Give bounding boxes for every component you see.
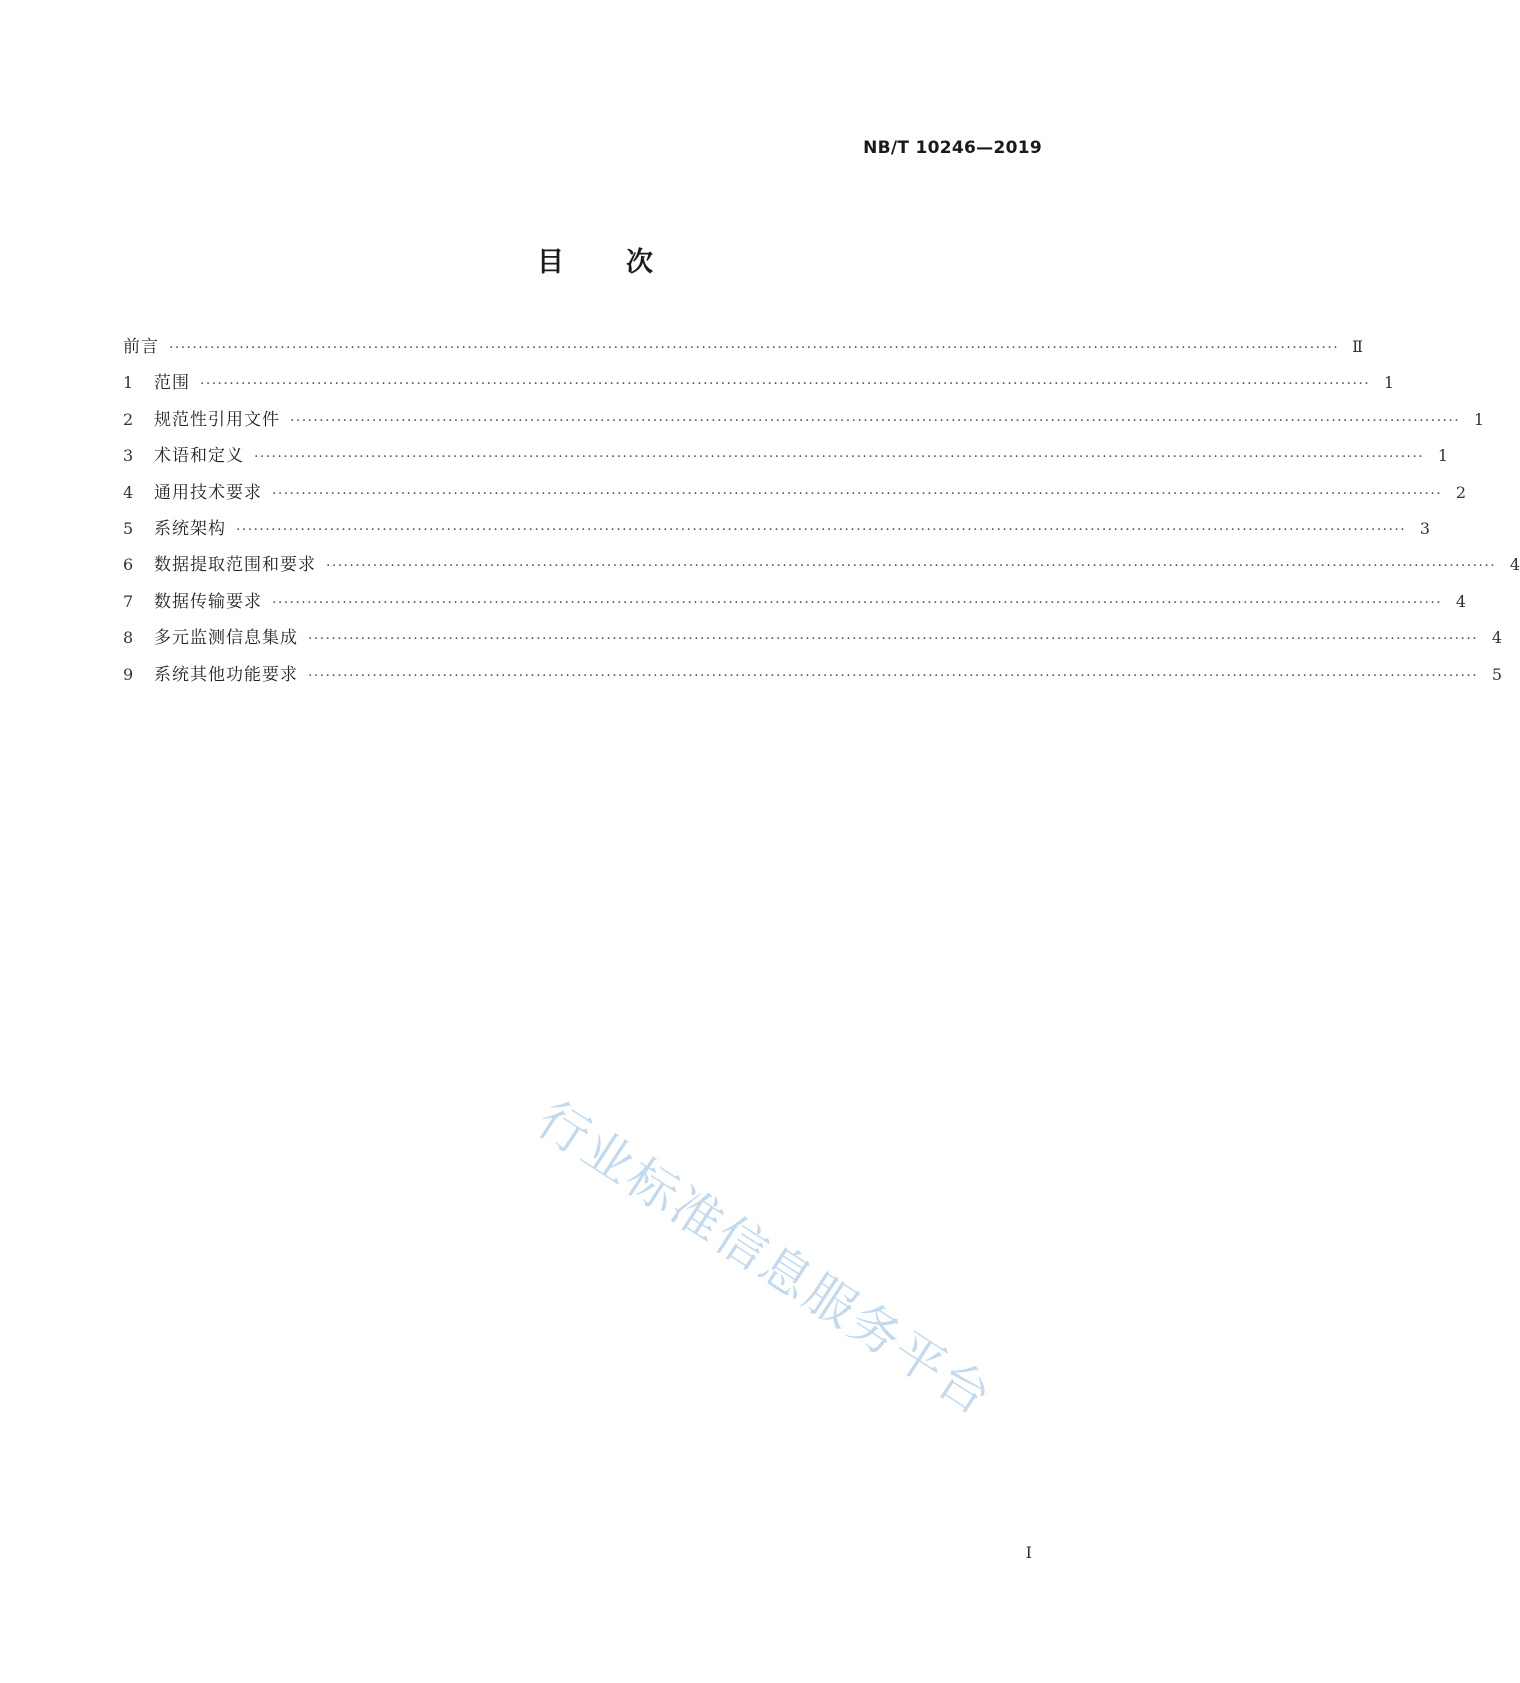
toc-entry-number: 5 — [123, 518, 134, 538]
toc-entry-number: 6 — [123, 555, 134, 575]
toc-entry-page: 4 — [1491, 628, 1503, 648]
toc-entry[interactable] — [123, 371, 1395, 407]
toc-entry[interactable] — [123, 444, 1449, 480]
toc-entry-page: 3 — [1419, 518, 1431, 538]
toc-entry[interactable] — [123, 408, 1485, 444]
toc-dot-leader: ········································································································································································································ — [308, 667, 1479, 684]
toc-entry-number: 2 — [123, 409, 134, 429]
toc-dot-leader: ········································································································································································································ — [308, 631, 1479, 648]
toc-dot-leader: ········································································································································································································ — [169, 340, 1340, 356]
toc-entry-page: 1 — [1383, 373, 1395, 393]
toc-entry[interactable] — [123, 626, 1503, 662]
toc-entry-number: 8 — [123, 628, 134, 648]
toc-entry-number: 4 — [123, 482, 134, 502]
toc-dot-leader: ········································································································································································································ — [326, 558, 1497, 575]
toc-entry-label: 规范性引用文件 — [154, 409, 280, 430]
toc-entry-label: 数据提取范围和要求 — [154, 555, 316, 576]
toc-entry[interactable] — [123, 517, 1431, 553]
toc-entry-label: 通用技术要求 — [154, 482, 262, 503]
page-number: I — [1025, 1543, 1032, 1562]
toc-entry-page: 4 — [1455, 591, 1467, 611]
toc-entry-page: 4 — [1509, 555, 1520, 575]
toc-entry-page: 1 — [1437, 446, 1449, 466]
toc-entry-number: 1 — [123, 373, 134, 393]
toc-entry[interactable] — [123, 481, 1467, 517]
toc-dot-leader: ········································································································································································································ — [254, 449, 1425, 466]
toc-entry-page: 5 — [1491, 664, 1503, 684]
toc-entry-label: 数据传输要求 — [154, 591, 262, 612]
table-of-contents — [123, 335, 1520, 699]
toc-title: 目次 — [537, 247, 715, 278]
toc-entry-page: 1 — [1473, 409, 1485, 429]
toc-entry-number: 9 — [123, 664, 134, 684]
toc-dot-leader: ········································································································································································································ — [290, 412, 1461, 429]
toc-dot-leader: ········································································································································································································ — [200, 376, 1371, 393]
watermark: 行业标准信息服务平台 — [527, 1090, 1004, 1428]
toc-entry-page: 2 — [1455, 482, 1467, 502]
toc-dot-leader: ········································································································································································································ — [272, 594, 1443, 611]
toc-entry[interactable] — [123, 553, 1520, 589]
toc-entry-number: 7 — [123, 591, 134, 611]
toc-entry-label: 系统架构 — [154, 518, 226, 539]
toc-dot-leader: ········································································································································································································ — [272, 485, 1443, 502]
toc-entry[interactable] — [123, 590, 1467, 626]
toc-entry-label: 多元监测信息集成 — [154, 628, 298, 649]
toc-entry-page: Ⅱ — [1352, 337, 1364, 356]
toc-entry-label: 前言 — [123, 337, 159, 357]
toc-entry[interactable] — [123, 335, 1364, 371]
toc-entry-number: 3 — [123, 446, 134, 466]
toc-entry-label: 系统其他功能要求 — [154, 664, 298, 685]
toc-entry-label: 范围 — [154, 373, 190, 394]
toc-dot-leader: ········································································································································································································ — [236, 521, 1407, 538]
toc-entry-label: 术语和定义 — [154, 446, 244, 467]
standard-code: NB/T 10246—2019 — [863, 138, 1042, 158]
toc-entry[interactable] — [123, 663, 1503, 699]
